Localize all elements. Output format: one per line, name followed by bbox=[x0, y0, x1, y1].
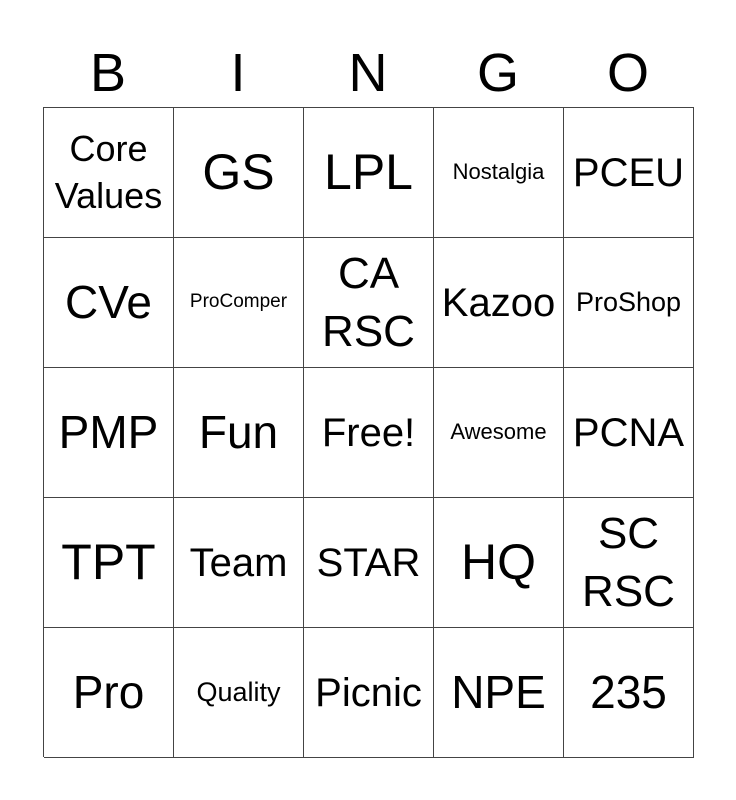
bingo-cell-1-1[interactable]: Core Values bbox=[44, 108, 174, 238]
bingo-cell-1-2[interactable]: GS bbox=[174, 108, 304, 238]
bingo-cell-5-2[interactable]: Quality bbox=[174, 628, 304, 758]
bingo-cell-1-4[interactable]: Nostalgia bbox=[434, 108, 564, 238]
bingo-cell-4-2[interactable]: Team bbox=[174, 498, 304, 628]
bingo-cell-4-3[interactable]: STAR bbox=[304, 498, 434, 628]
bingo-cell-5-1[interactable]: Pro bbox=[44, 628, 174, 758]
bingo-cell-2-1[interactable]: CVe bbox=[44, 238, 174, 368]
bingo-cell-2-4[interactable]: Kazoo bbox=[434, 238, 564, 368]
bingo-cell-3-2[interactable]: Fun bbox=[174, 368, 304, 498]
bingo-cell-3-4[interactable]: Awesome bbox=[434, 368, 564, 498]
header-letter-i: I bbox=[230, 43, 246, 103]
bingo-cell-2-2[interactable]: ProComper bbox=[174, 238, 304, 368]
header-letter-n: N bbox=[348, 43, 388, 103]
bingo-cell-5-4[interactable]: NPE bbox=[434, 628, 564, 758]
bingo-cell-2-5[interactable]: ProShop bbox=[564, 238, 694, 368]
bingo-cell-4-1[interactable]: TPT bbox=[44, 498, 174, 628]
bingo-cell-4-4[interactable]: HQ bbox=[434, 498, 564, 628]
bingo-cell-3-1[interactable]: PMP bbox=[44, 368, 174, 498]
bingo-header bbox=[43, 38, 693, 108]
bingo-cell-5-3[interactable]: Picnic bbox=[304, 628, 434, 758]
bingo-cell-2-3[interactable]: CA RSC bbox=[304, 238, 434, 368]
header-letter-b: B bbox=[89, 43, 127, 103]
bingo-cell-1-5[interactable]: PCEU bbox=[564, 108, 694, 238]
bingo-cell-5-5[interactable]: 235 bbox=[564, 628, 694, 758]
bingo-cell-3-5[interactable]: PCNA bbox=[564, 368, 694, 498]
bingo-cell-4-5[interactable]: SC RSC bbox=[564, 498, 694, 628]
header-letter-g: G bbox=[476, 43, 519, 103]
bingo-cell-1-3[interactable]: LPL bbox=[304, 108, 434, 238]
header-letter-o: O bbox=[606, 43, 649, 103]
bingo-cell-3-3[interactable]: Free! bbox=[304, 368, 434, 498]
bingo-card-grid bbox=[43, 107, 694, 757]
